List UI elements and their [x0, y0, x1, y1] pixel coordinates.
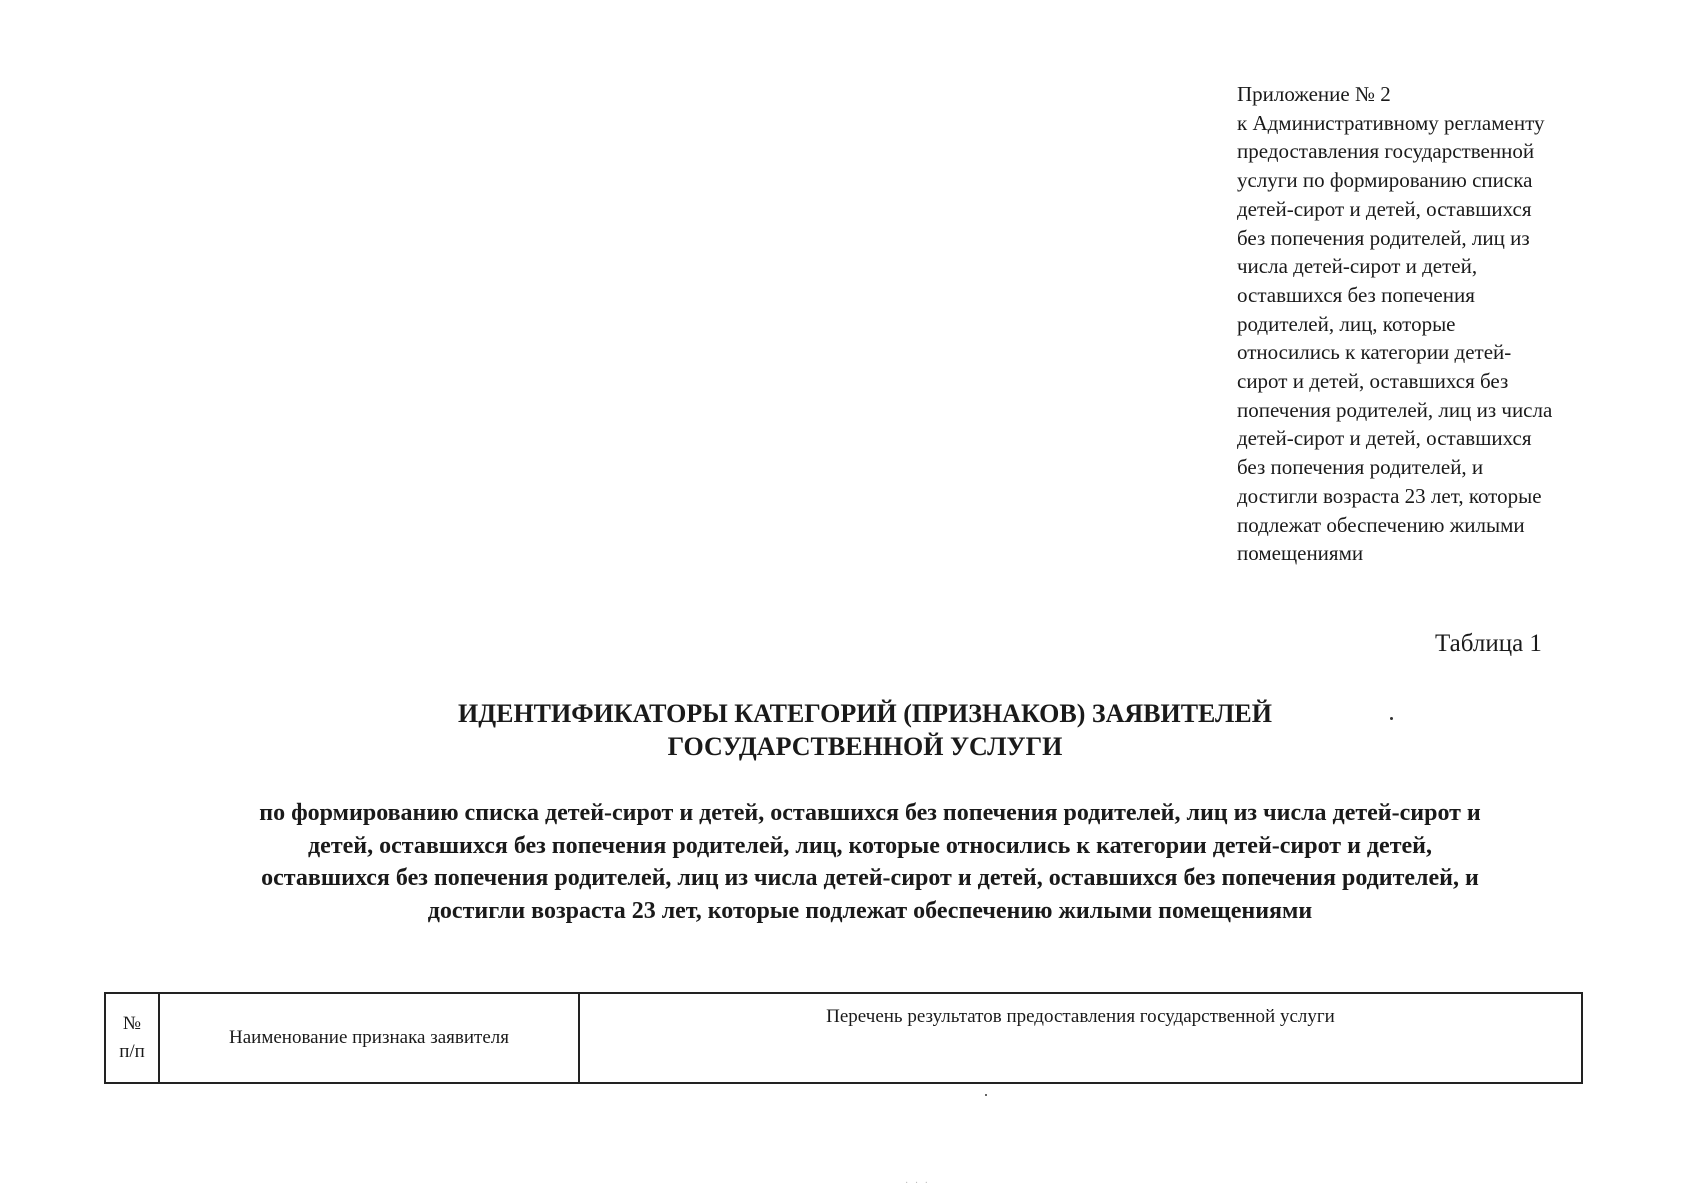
- subtitle-line: оставшихся без попечения родителей, лиц из числа детей-сирот и детей, оставшихся без попечения родителей, и: [261, 865, 1479, 892]
- stray-dot: [985, 1094, 987, 1096]
- table-header-row: [105, 993, 1582, 1083]
- document-title: [0, 697, 1705, 763]
- appendix-line: попечения родителей, лиц из числа: [1237, 397, 1553, 422]
- footer-marks: · · ·: [905, 1178, 930, 1189]
- table-label: Таблица 1: [1435, 630, 1542, 657]
- header-service-results: Перечень результатов предоставления государственной услуги: [579, 993, 1582, 1083]
- header-number-symbol: №: [122, 1013, 142, 1034]
- subtitle-line: по формированию списка детей-сирот и детей, оставшихся без попечения родителей, лиц из числа детей-сирот и: [259, 800, 1481, 826]
- appendix-line: оставшихся без попечения: [1237, 282, 1475, 307]
- header-number-abbr: п/п: [119, 1041, 145, 1062]
- appendix-line: Приложение № 2: [1237, 82, 1391, 106]
- appendix-line: детей-сирот и детей, оставшихся: [1237, 196, 1532, 221]
- appendix-line: услуги по формированию списка: [1237, 168, 1533, 193]
- appendix-line: без попечения родителей, лиц из: [1237, 225, 1530, 250]
- header-applicant-attribute: Наименование признака заявителя: [159, 993, 579, 1083]
- subtitle-line: детей, оставшихся без попечения родителей, лиц, которые относились к категории детей-сирот и детей,: [308, 832, 1432, 859]
- subtitle-line: достигли возраста 23 лет, которые подлежат обеспечению жилыми помещениями: [427, 898, 1313, 925]
- stray-dot: [1390, 717, 1393, 720]
- appendix-line: детей-сирот и детей, оставшихся: [1237, 426, 1532, 451]
- document-subtitle: [60, 797, 1680, 928]
- appendix-line: достигли возраста 23 лет, которые: [1237, 483, 1542, 508]
- results-table: [104, 992, 1583, 1084]
- appendix-line: без попечения родителей, и: [1237, 455, 1484, 480]
- appendix-line: подлежат обеспечению жилыми: [1237, 512, 1525, 537]
- appendix-line: относились к категории детей-: [1237, 340, 1512, 365]
- appendix-line: к Административному регламенту: [1237, 110, 1545, 135]
- title-line-1: ИДЕНТИФИКАТОРЫ КАТЕГОРИЙ (ПРИЗНАКОВ) ЗАЯВИТЕЛЕЙ: [457, 699, 1272, 728]
- header-number: [105, 993, 159, 1083]
- appendix-line: родителей, лиц, которые: [1237, 311, 1456, 336]
- appendix-line: числа детей-сирот и детей,: [1237, 254, 1478, 279]
- appendix-line: предоставления государственной: [1237, 139, 1535, 164]
- appendix-line: помещениями: [1237, 541, 1364, 566]
- title-line-2: ГОСУДАРСТВЕННОЙ УСЛУГИ: [667, 732, 1063, 761]
- appendix-line: сирот и детей, оставшихся без: [1237, 369, 1509, 394]
- appendix-header: [1237, 80, 1657, 568]
